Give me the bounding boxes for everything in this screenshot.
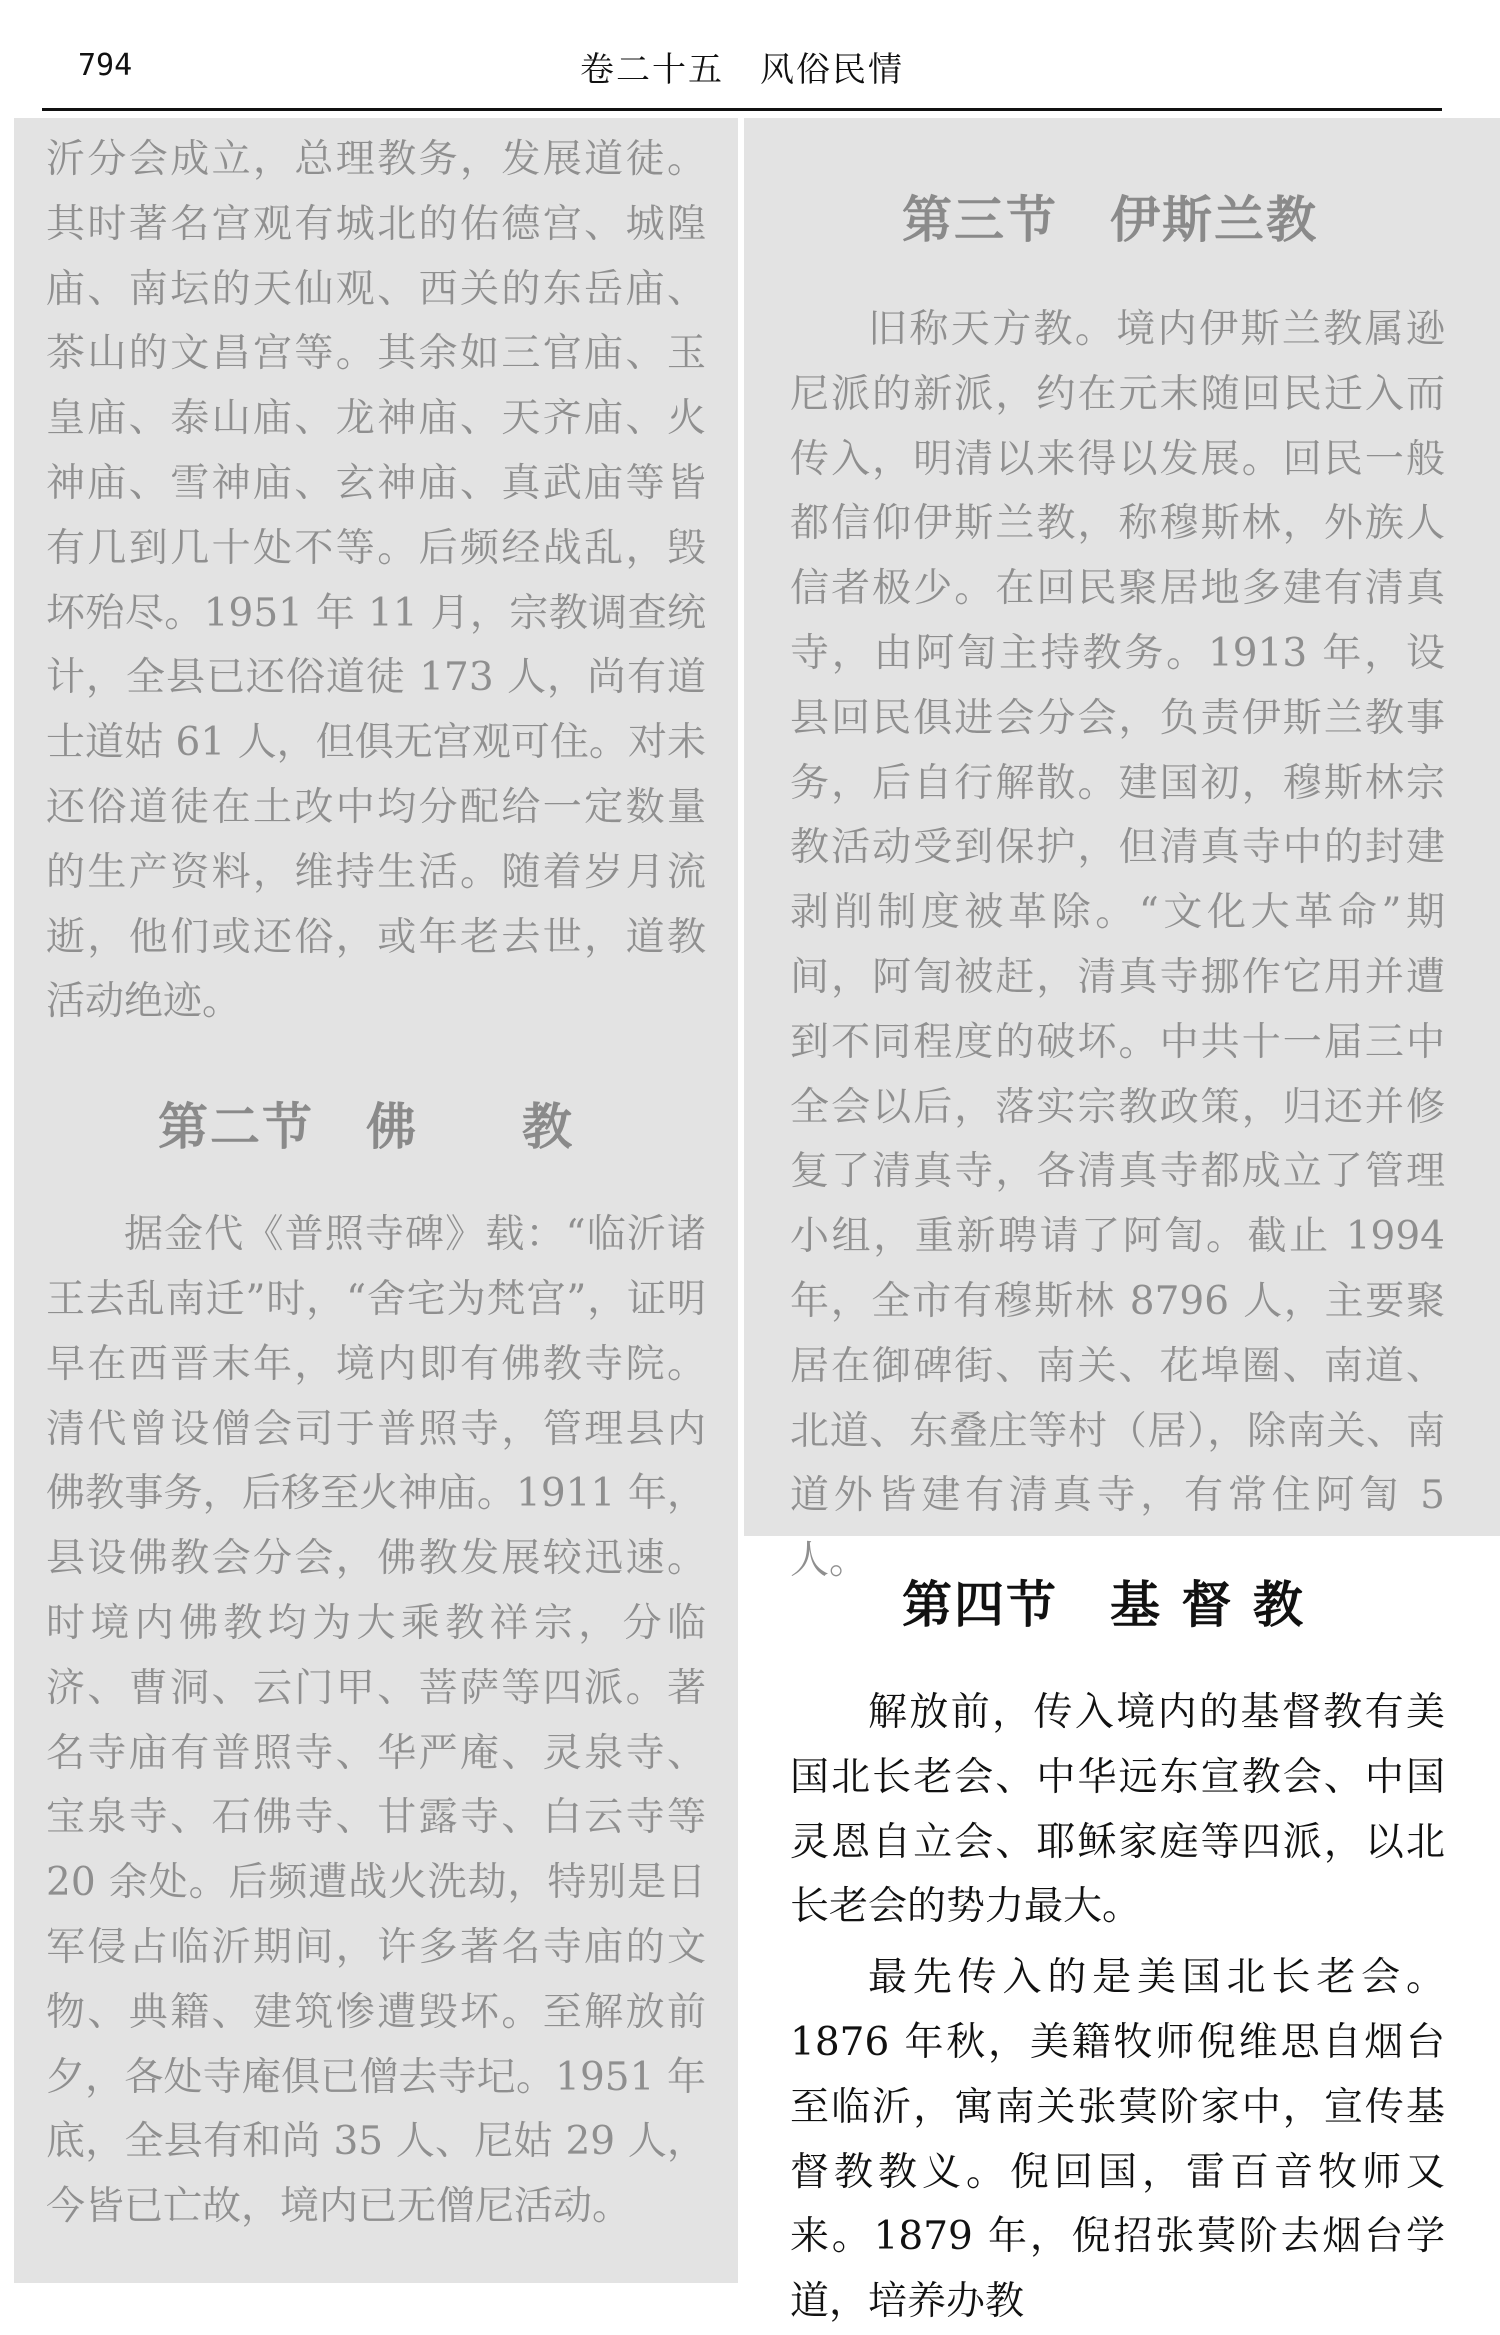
section-title-buddhism: 第二节 佛 教 — [158, 1098, 574, 1157]
christianity-paragraph-2: 最先传入的是美国北长老会。1876 年秋，美籍牧师倪维思自烟台至临沂，寓南关张蓂阶家中，宣传基督教教义。倪回国，雷百音牧师又来。1879 年，倪招张蓂阶去烟台学道，培养办教 — [790, 1955, 1445, 2325]
right-column-upper — [790, 180, 1445, 1594]
page-number: 794 — [78, 48, 133, 83]
running-header — [42, 40, 1442, 111]
left-column — [46, 128, 706, 2240]
running-title: 卷二十五 风俗民情 — [580, 50, 904, 90]
section-title-christianity: 第四节 基 督 教 — [902, 1576, 1305, 1634]
buddhism-paragraph: 据金代《普照寺碑》载：“临沂诸王去乱南迁”时，“舍宅为梵宫”，证明早在西晋末年，境内即有佛教寺院。清代曾设僧会司于普照寺，管理县内佛教事务，后移至火神庙。1911 年，县设佛教会分会，佛教发展较迅速。时境内佛教均为大乘教祥宗，分临济、曹洞、云门甲、菩萨等四派。著名寺庙有普照寺、华严庵、灵泉寺、宝泉寺、石佛寺、甘露寺、白云寺等 20 余处。后频遭战火洗劫，特别是日军侵占临沂期间，许多著名寺庙的文物、典籍、建筑惨遭毁坏。至解放前夕，各处寺庵俱已僧去寺圮。1951 年底，全县有和尚 35 人、尼姑 29 人，今皆已亡故，境内已无僧尼活动。 — [46, 1212, 706, 2230]
taoism-paragraph: 沂分会成立，总理教务，发展道徒。其时著名宫观有城北的佑德宫、城隍庙、南坛的天仙观、西关的东岳庙、茶山的文昌宫等。其余如三官庙、玉皇庙、泰山庙、龙神庙、天齐庙、火神庙、雪神庙、玄神庙、真武庙等皆有几到几十处不等。后频经战乱，毁坏殆尽。1951 年 11 月，宗教调查统计，全县已还俗道徒 173 人，尚有道士道姑 61 人，但俱无宫观可住。对未还俗道徒在土改中均分配给一定数量的生产资料，维持生活。随着岁月流逝，他们或还俗，或年老去世，道教活动绝迹。 — [46, 137, 706, 1025]
islam-paragraph: 旧称天方教。境内伊斯兰教属逊尼派的新派，约在元末随回民迁入而传入，明清以来得以发展。回民一般都信仰伊斯兰教，称穆斯林，外族人信者极少。在回民聚居地多建有清真寺，由阿訇主持教务。1913 年，设县回民俱进会分会，负责伊斯兰教事务，后自行解散。建国初，穆斯林宗教活动受到保护，但清真寺中的封建剥削制度被革除。“文化大革命”期间，阿訇被赶，清真寺挪作它用并遭到不同程度的破坏。中共十一届三中全会以后，落实宗教政策，归还并修复了清真寺，各清真寺都成立了管理小组，重新聘请了阿訇。截止 1994 年，全市有穆斯林 8796 人，主要聚居在御碑街、南关、花埠圈、南道、北道、东叠庄等村（居），除南关、南道外皆建有清真寺，有常住阿訇 5 人。 — [790, 307, 1445, 1584]
section-title-islam: 第三节 伊斯兰教 — [902, 191, 1318, 249]
right-column-lower — [790, 1565, 1445, 2335]
christianity-paragraph-1: 解放前，传入境内的基督教有美国北长老会、中华远东宣教会、中国灵恩自立会、耶稣家庭等四派，以北长老会的势力最大。 — [790, 1690, 1445, 1930]
